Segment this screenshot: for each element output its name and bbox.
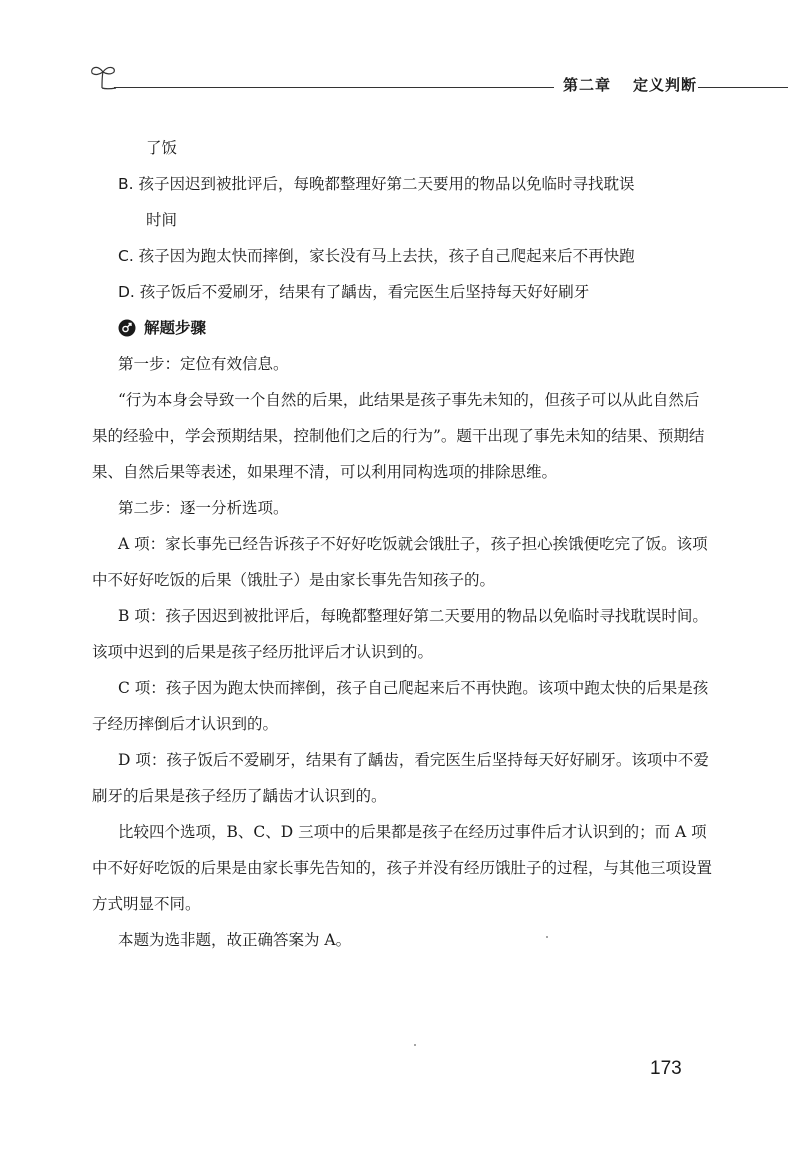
option-c: C. 孩子因为跑太快而摔倒，家长没有马上去扶，孩子自己爬起来后不再快跑 [118, 247, 635, 265]
scan-speck [414, 1044, 416, 1046]
comparison-paragraph: 比较四个选项，B、C、D 三项中的后果都是孩子在经历过事件后才认识到的；而 A 项中不好好吃饭的后果是由家长事先告知的，孩子并没有经历饿肚子的过程，与其他三项设置方式明显不同。 [92, 823, 713, 913]
solution-steps-heading [92, 310, 712, 346]
solution-steps-icon [118, 319, 136, 337]
header-rule-right [698, 87, 788, 88]
step-1: 第一步：定位有效信息。 [118, 355, 289, 373]
running-header [88, 62, 788, 94]
analysis-a: A 项：家长事先已经告诉孩子不好好吃饭就会饿肚子，孩子担心挨饿便吃完了饭。该项中不好好吃饭的后果（饿肚子）是由家长事先告知孩子的。 [92, 535, 708, 589]
analysis-d: D 项：孩子饭后不爱刷牙，结果有了龋齿，看完医生后坚持每天好好刷牙。该项中不爱刷牙的后果是孩子经历了龋齿才认识到的。 [92, 751, 709, 805]
analysis-c: C 项：孩子因为跑太快而摔倒，孩子自己爬起来后不再快跑。该项中跑太快的后果是孩子经历摔倒后才认识到的。 [92, 679, 709, 733]
section-label: 定义判断 [633, 76, 698, 94]
header-rule-left [114, 87, 554, 88]
option-a-continuation: 了饭 [146, 139, 178, 157]
page-number: 173 [650, 1058, 682, 1079]
chapter-heading [563, 74, 697, 95]
section-title: 解题步骤 [144, 319, 207, 337]
analysis-b: B 项：孩子因迟到被批评后，每晚都整理好第二天要用的物品以免临时寻找耽误时间。该项中迟到的后果是孩子经历批评后才认识到的。 [92, 607, 708, 661]
sprout-leaf-icon [88, 62, 118, 90]
conclusion: 本题为选非题，故正确答案为 A。 [118, 931, 352, 949]
option-d: D. 孩子饭后不爱刷牙，结果有了龋齿，看完医生后坚持每天好好刷牙 [118, 283, 590, 301]
option-b-line1: B. 孩子因迟到被批评后，每晚都整理好第二天要用的物品以免临时寻找耽误 [118, 175, 635, 193]
scan-speck [546, 936, 548, 938]
page-body [92, 130, 712, 958]
chapter-label: 第二章 [563, 76, 612, 94]
option-b-line2: 时间 [146, 211, 178, 229]
paragraph-1: “行为本身会导致一个自然的后果，此结果是孩子事先未知的，但孩子可以从此自然后果的经验中，学会预期结果，控制他们之后的行为”。题干出现了事先未知的结果、预期结果、自然后果等表述，如果理不清，可以利用同构选项的排除思维。 [92, 391, 705, 481]
step-2: 第二步：逐一分析选项。 [118, 499, 289, 517]
